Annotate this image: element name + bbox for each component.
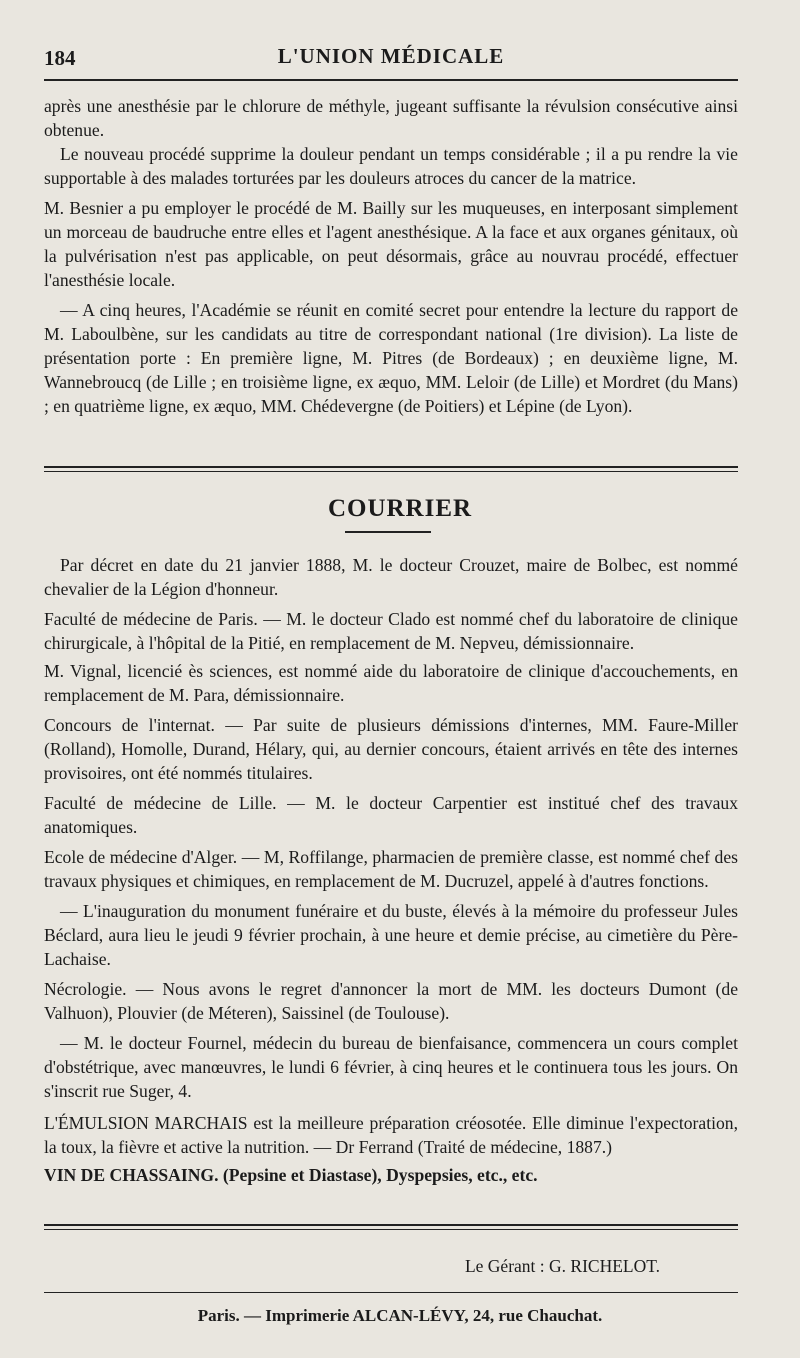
paragraph: après une anesthésie par le chlorure de méthyle, jugeant suffisante la révulsion consécutive ainsi obtenue. bbox=[44, 96, 738, 140]
advert-emulsion: L'ÉMULSION MARCHAIS est la meilleure préparation créosotée. Elle diminue l'expectoration, la toux, la fièvre et active la nutrition. — Dr Ferrand (Traité de médecine, 1887.) bbox=[44, 1113, 738, 1157]
section-divider-top bbox=[44, 466, 738, 468]
section-title: COURRIER bbox=[327, 495, 473, 522]
printer-line: Paris. — Imprimerie ALCAN-LÉVY, 24, rue Chauchat. bbox=[197, 1306, 603, 1325]
paragraph: Faculté de médecine de Paris. — M. le docteur Clado est nommé chef du laboratoire de clinique chirurgicale, à l'hôpital de la Pitié, en remplacement de M. Nepveu, démissionnaire. bbox=[44, 609, 738, 653]
paragraph: Nécrologie. — Nous avons le regret d'annoncer la mort de MM. les docteurs Dumont (de Valhuon), Plouvier (de Méteren), Saissinel (de Toulouse). bbox=[44, 979, 738, 1023]
top-section bbox=[44, 94, 738, 418]
paragraph: Le nouveau procédé supprime la douleur pendant un temps considérable ; il a pu rendre la vie supportable à des malades torturées par les douleurs atroces du cancer de la matrice. bbox=[44, 144, 738, 188]
footer-divider-bottom bbox=[44, 1229, 738, 1230]
header-rule bbox=[44, 79, 738, 81]
courrier-section bbox=[44, 553, 738, 1187]
journal-title: L'UNION MÉDICALE bbox=[277, 44, 505, 68]
printer-rule bbox=[44, 1292, 738, 1293]
paragraph: — M. le docteur Fournel, médecin du bureau de bienfaisance, commencera un cours complet d'obstétrique, avec manœuvres, le lundi 6 février, à cinq heures et le continuera tous les jours. On s'inscrit rue Suger, 4. bbox=[44, 1033, 738, 1101]
footer-divider-top bbox=[44, 1224, 738, 1226]
paragraph: Ecole de médecine d'Alger. — M, Roffilange, pharmacien de première classe, est nommé chef des travaux physiques et chimiques, en remplacement de M. Ducruzel, appelé à d'autres fonctions. bbox=[44, 847, 738, 891]
paragraph: — A cinq heures, l'Académie se réunit en comité secret pour entendre la lecture du rapport de M. Laboulbène, sur les candidats au titre de correspondant national (1re division). La liste de présentation porte : En première ligne, M. Pitres (de Bordeaux) ; en deuxième ligne, M. Wannebroucq (de Lille ; en troisième ligne, ex æquo, MM. Leloir (de Lille) et Mordret (du Mans) ; en quatrième ligne, ex æquo, MM. Chédevergne (de Poitiers) et Lépine (de Lyon). bbox=[44, 300, 738, 416]
paragraph: Par décret en date du 21 janvier 1888, M. le docteur Crouzet, maire de Bolbec, est nommé chevalier de la Légion d'honneur. bbox=[44, 555, 738, 599]
signature: Le Gérant : G. RICHELOT. bbox=[464, 1256, 660, 1276]
paragraph: — L'inauguration du monument funéraire et du buste, élevés à la mémoire du professeur Jules Béclard, aura lieu le jeudi 9 février prochain, à une heure et demie précise, au cimetière du Père-Lachaise. bbox=[44, 901, 738, 969]
paragraph: M. Besnier a pu employer le procédé de M. Bailly sur les muqueuses, en interposant simplement un morceau de baudruche entre elles et l'agent anesthésique. A la face et aux organes génitaux, où la pulvérisation n'est pas applicable, on peut désormais, grâce au nouvrau procédé, effectuer l'anesthésie locale. bbox=[44, 198, 738, 290]
section-divider-bottom bbox=[44, 471, 738, 472]
page-header bbox=[44, 44, 738, 74]
paragraph: M. Vignal, licencié ès sciences, est nommé aide du laboratoire de clinique d'accouchements, en remplacement de M. Para, démissionnaire. bbox=[44, 661, 738, 705]
advert-vin: VIN DE CHASSAING. (Pepsine et Diastase), Dyspepsies, etc., etc. bbox=[44, 1165, 538, 1185]
paragraph: Concours de l'internat. — Par suite de plusieurs démissions d'internes, MM. Faure-Miller (Rolland), Homolle, Durand, Hélary, qui, au dernier concours, étaient arrivés en tête des internes provisoires, ont été nommés titulaires. bbox=[44, 715, 738, 783]
page-number: 184 bbox=[44, 46, 76, 70]
paragraph: Faculté de médecine de Lille. — M. le docteur Carpentier est institué chef des travaux anatomiques. bbox=[44, 793, 738, 837]
section-title-rule bbox=[345, 531, 431, 533]
